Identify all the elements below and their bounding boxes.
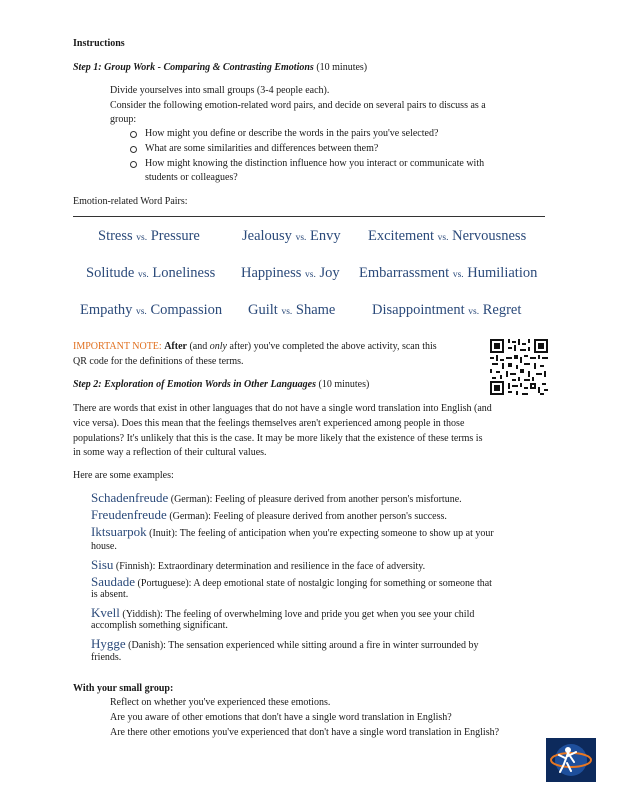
important-note: IMPORTANT NOTE: After (and only after) you've completed the above activity, scan this xyxy=(73,341,437,352)
logo-icon xyxy=(546,738,596,782)
important-label: IMPORTANT NOTE: xyxy=(73,341,162,352)
group-title: With your small group: xyxy=(73,683,174,694)
word-pair: Disappointment vs. Regret xyxy=(372,302,522,318)
word-pair: Jealousy vs. Envy xyxy=(242,228,341,244)
step2-heading xyxy=(73,379,369,390)
examples-intro: Here are some examples: xyxy=(73,470,174,481)
step1-bullet: Divide yourselves into small groups (3-4 people each). xyxy=(110,85,330,96)
example-item-cont: is absent. xyxy=(91,589,129,600)
qr-code-icon[interactable] xyxy=(490,339,548,395)
step2-para-line: There are words that exist in other languages that do not have a single word translation into English (and xyxy=(73,403,492,414)
example-item: Kvell (Yiddish): The feeling of overwhelming love and pride you get when you see your child xyxy=(91,605,475,620)
word-pair: Empathy vs. Compassion xyxy=(80,302,223,318)
example-item: Iktsuarpok (Inuit): The feeling of anticipation when you're expecting someone to show up at your xyxy=(91,524,494,539)
divider xyxy=(73,216,545,217)
example-word: Kvell xyxy=(91,605,120,620)
example-word: Schadenfreude xyxy=(91,490,169,505)
circle-bullet-icon xyxy=(130,161,137,168)
example-item: Schadenfreude (German): Feeling of pleasure derived from another person's misfortune. xyxy=(91,490,462,505)
example-word: Sisu xyxy=(91,557,114,572)
word-pair: Excitement vs. Nervousness xyxy=(368,228,527,244)
example-word: Freudenfreude xyxy=(91,507,167,522)
example-item-cont: house. xyxy=(91,541,117,552)
step1-subbullet: How might knowing the distinction influence how you interact or communicate with xyxy=(145,158,485,169)
step2-duration: (10 minutes) xyxy=(318,379,370,390)
step1-bullet-cont: group: xyxy=(110,114,137,125)
step2-para-line: vice versa). Does this mean that the feelings themselves aren't experienced among people in those xyxy=(73,418,465,429)
step1-bullet: Consider the following emotion-related word pairs, and decide on several pairs to discuss as a xyxy=(110,100,486,111)
group-bullet: Are you aware of other emotions that don't have a single word translation in English? xyxy=(110,712,452,723)
example-item-cont: accomplish something significant. xyxy=(91,620,228,631)
pairs-label: Emotion-related Word Pairs: xyxy=(73,196,188,207)
example-word: Hygge xyxy=(91,636,126,651)
example-item: Saudade (Portuguese): A deep emotional state of nostalgic longing for something or someone that xyxy=(91,574,492,589)
word-pair: Happiness vs. Joy xyxy=(241,265,340,281)
circle-bullet-icon xyxy=(130,131,137,138)
example-word: Iktsuarpok xyxy=(91,524,147,539)
example-item: Sisu (Finnish): Extraordinary determination and resilience in the face of adversity. xyxy=(91,557,426,572)
instructions-heading: Instructions xyxy=(73,38,125,49)
step2-para-line: in some way a reflection of their cultural values. xyxy=(73,447,267,458)
step2-para-line: populations? It's unlikely that this is the case. It may be more likely that the existence of these terms is xyxy=(73,433,483,444)
example-item: Freudenfreude (German): Feeling of pleasure derived from another person's success. xyxy=(91,507,447,522)
word-pair: Embarrassment vs. Humiliation xyxy=(359,265,538,281)
step2-title: Step 2: Exploration of Emotion Words in Other Languages xyxy=(73,379,317,390)
group-bullet: Are there other emotions you've experienced that don't have a single word translation in English? xyxy=(110,727,500,738)
important-note-line2: QR code for the definitions of these terms. xyxy=(73,356,244,367)
step1-subbullet-cont: students or colleagues? xyxy=(145,172,238,183)
example-word: Saudade xyxy=(91,574,136,589)
step1-subbullet: What are some similarities and differences between them? xyxy=(145,143,379,154)
example-item-cont: friends. xyxy=(91,652,122,663)
group-bullet: Reflect on whether you've experienced these emotions. xyxy=(110,697,331,708)
word-pair: Guilt vs. Shame xyxy=(248,302,336,318)
word-pair: Solitude vs. Loneliness xyxy=(86,265,216,281)
step1-heading xyxy=(73,62,367,73)
circle-bullet-icon xyxy=(130,146,137,153)
step1-subbullet: How might you define or describe the words in the pairs you've selected? xyxy=(145,128,439,139)
step1-duration: (10 minutes) xyxy=(316,62,368,73)
word-pair: Stress vs. Pressure xyxy=(98,228,200,244)
example-item: Hygge (Danish): The sensation experienced while sitting around a fire in winter surrounded by xyxy=(91,636,479,651)
step1-title: Step 1: Group Work - Comparing & Contrasting Emotions xyxy=(73,62,314,73)
